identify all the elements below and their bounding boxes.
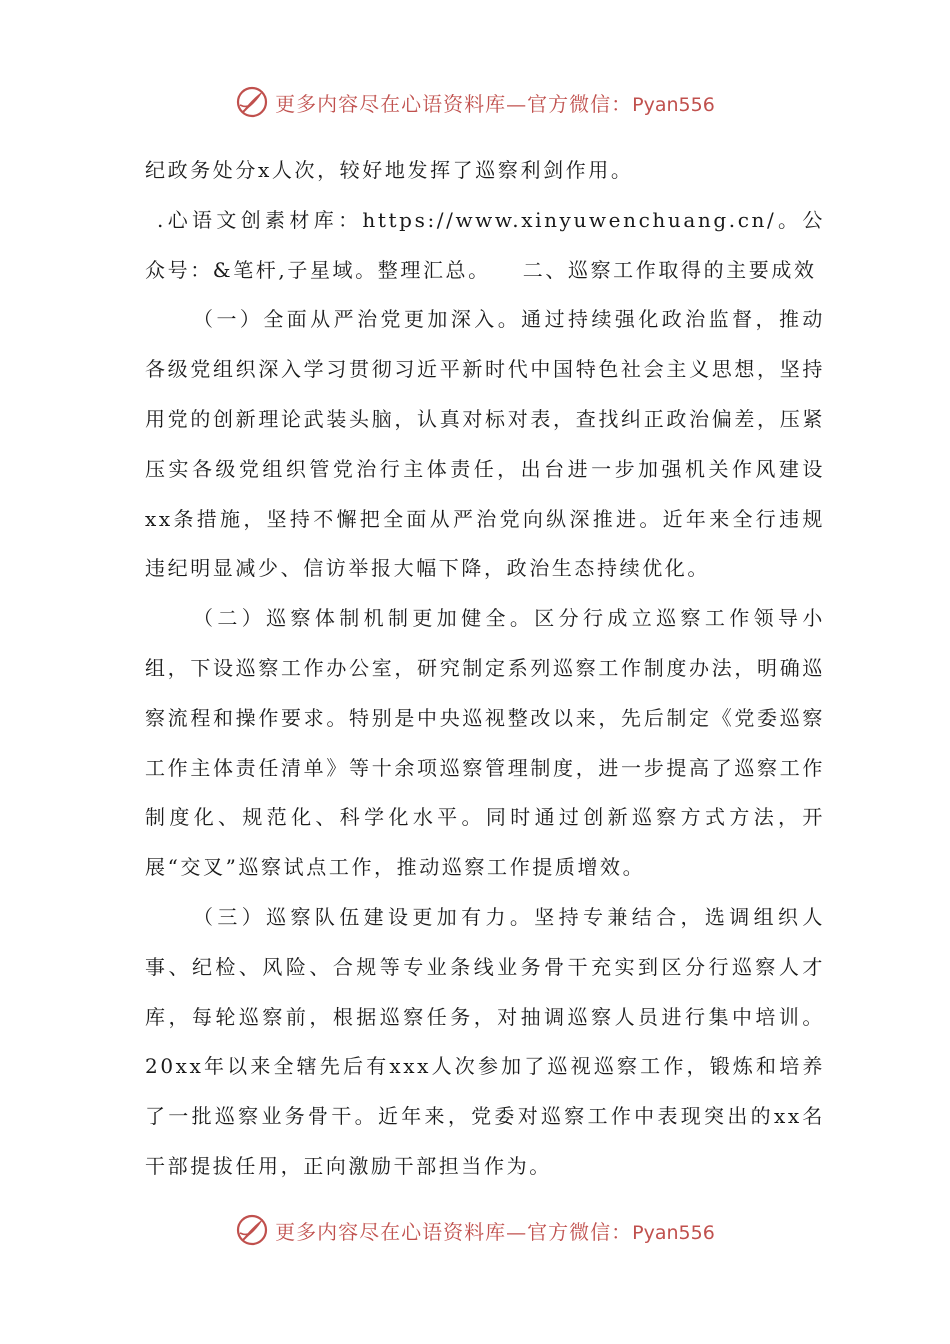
document-body — [145, 146, 825, 1192]
section-heading: 二、巡察工作取得的主要成效 — [522, 257, 817, 282]
header-wechat-handle: Pyan556 — [632, 93, 715, 116]
continuation-line: 纪政务处分x人次，较好地发挥了巡察利剑作用。 — [145, 158, 634, 182]
footer-banner-text: 更多内容尽在心语资料库—官方微信：Pyan556 — [275, 1219, 715, 1244]
source-note — [145, 196, 825, 296]
header-banner-text: 更多内容尽在心语资料库—官方微信：Pyan556 — [275, 91, 715, 116]
paragraph-3: （三）巡察队伍建设更加有力。坚持专兼结合，选调组织人事、纪检、风险、合规等专业条线业务骨干充实到区分行巡察人才库，每轮巡察前，根据巡察任务，对抽调巡察人员进行集中培训。20xx年以来全辖先后有xxx人次参加了巡视巡察工作，锻炼和培养了一批巡察业务骨干。近年来，党委对巡察工作中表现突出的xx名干部提拔任用，正向激励干部担当作为。 — [145, 904, 825, 1178]
paragraph-1: （一）全面从严治党更加深入。通过持续强化政治监督，推动各级党组织深入学习贯彻习近平新时代中国特色社会主义思想，坚持用党的创新理论武装头脑，认真对标对表，查找纠正政治偏差，压紧压实各级党组织管党治行主体责任，出台进一步加强机关作风建设xx条措施，坚持不懈把全面从严治党向纵深推进。近年来全行违规违纪明显减少、信访举报大幅下降，政治生态持续优化。 — [145, 307, 825, 581]
source-note-text: .心语文创素材库：https://www.xinyuwenchuang.cn/。公众号：&笔杆,子星域。整理汇总。 — [145, 207, 825, 282]
quill-pen-icon — [235, 1213, 269, 1247]
paragraph-2: （二）巡察体制机制更加健全。区分行成立巡察工作领导小组，下设巡察工作办公室，研究制定系列巡察工作制度办法，明确巡察流程和操作要求。特别是中央巡视整改以来，先后制定《党委巡察工作主体责任清单》等十余项巡察管理制度，进一步提高了巡察工作制度化、规范化、科学化水平。同时通过创新巡察方式方法，开展“交叉”巡察试点工作，推动巡察工作提质增效。 — [145, 606, 825, 880]
footer-wechat-handle: Pyan556 — [632, 1221, 715, 1244]
quill-pen-icon — [235, 85, 269, 119]
header-banner — [0, 82, 950, 122]
footer-banner — [0, 1210, 950, 1250]
